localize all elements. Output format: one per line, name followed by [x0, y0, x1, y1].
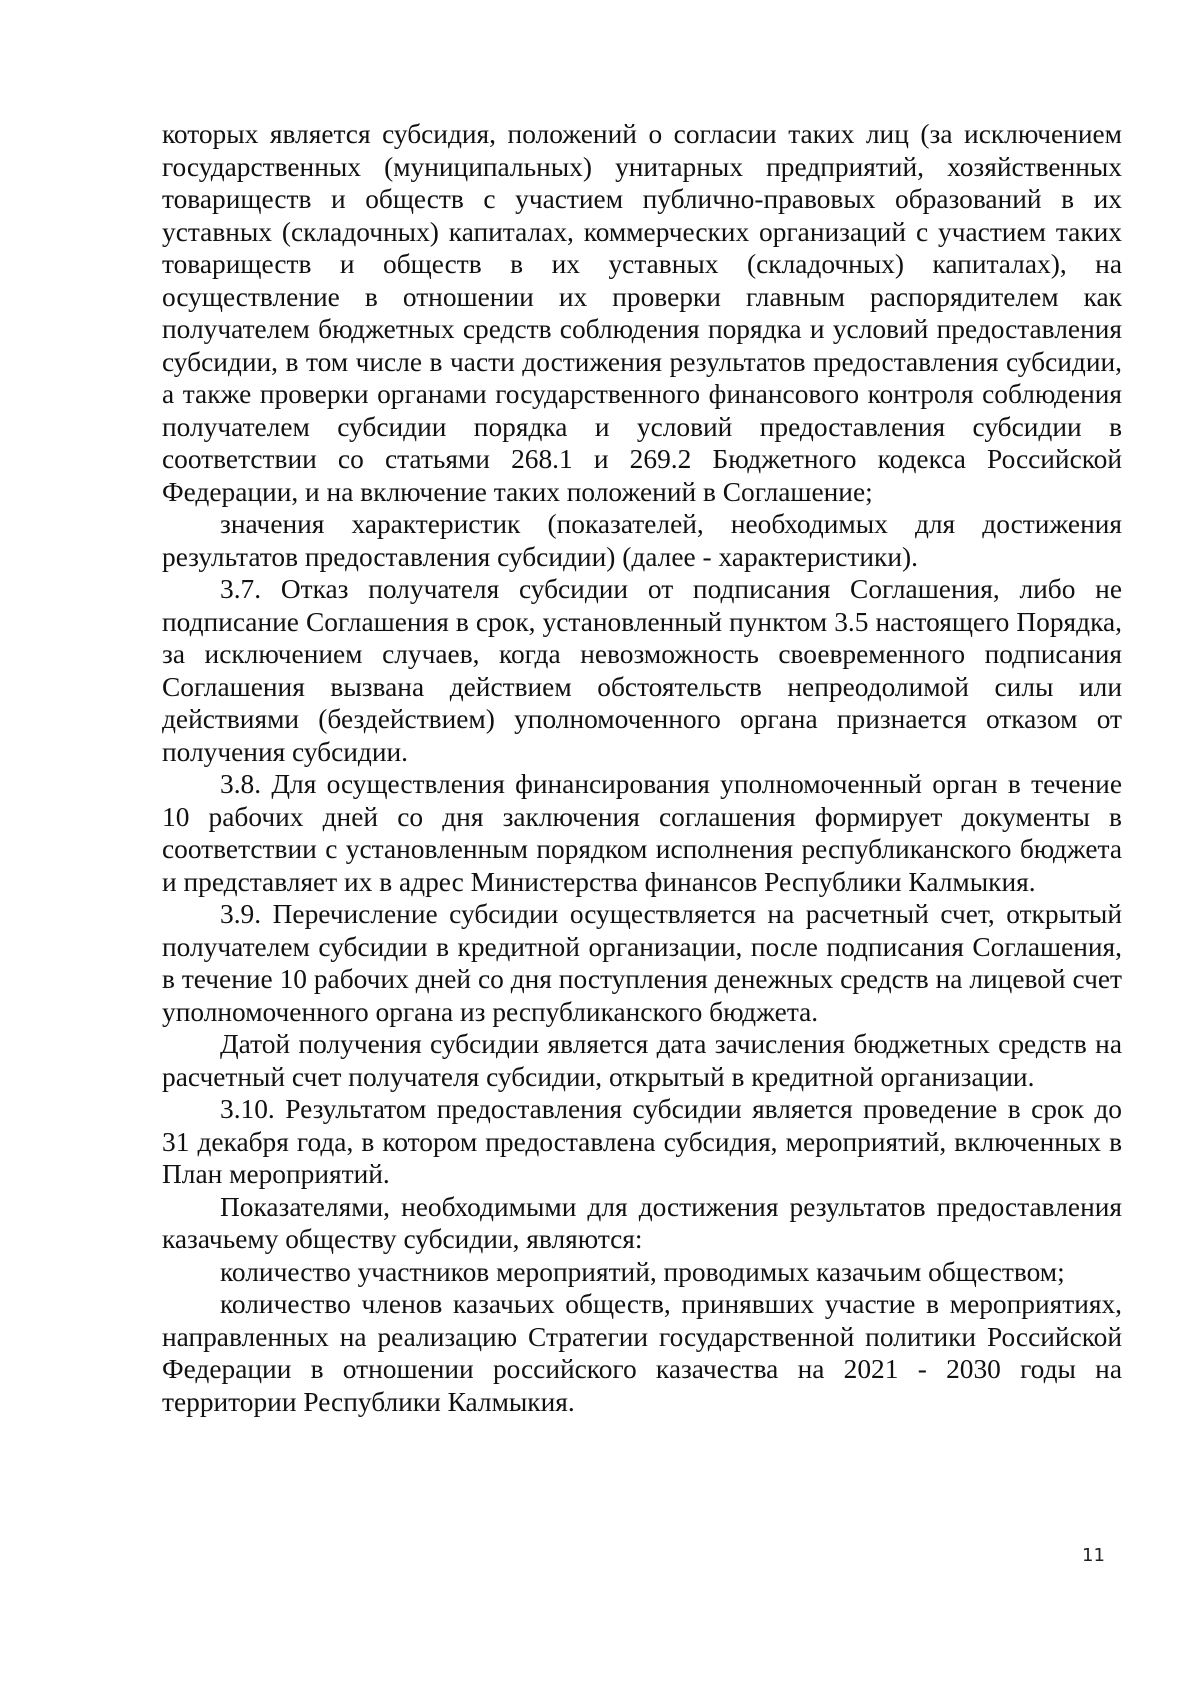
paragraph-characteristics: значения характеристик (показателей, необходимых для достижения результатов предоставления субсидии) (далее - характеристики).	[162, 509, 1122, 572]
document-body	[162, 118, 1122, 1418]
paragraph-members-count: количество членов казачьих обществ, принявших участие в мероприятиях, направленных на реализацию Стратегии государственной политики Российской Федерации в отношении российского казачества на 2021 - 2030 годы на территории Республики Калмыкия.	[162, 1289, 1122, 1417]
paragraph-participants-count: количество участников мероприятий, проводимых казачьим обществом;	[220, 1256, 1065, 1287]
paragraph-indicators: Показателями, необходимыми для достижения результатов предоставления казачьему обществу субсидии, являются:	[162, 1191, 1122, 1254]
paragraph-3-9: 3.9. Перечисление субсидии осуществляется на расчетный счет, открытый получателем субсидии в кредитной организации, после подписания Соглашения, в течение 10 рабочих дней со дня поступления денежных средств на лицевой счет уполномоченного органа из республиканского бюджета.	[162, 899, 1122, 1027]
paragraph-3-8: 3.8. Для осуществления финансирования уполномоченный орган в течение 10 рабочих дней со дня заключения соглашения формирует документы в соответствии с установленным порядком исполнения республиканского бюджета и представляет их в адрес Министерства финансов Республики Калмыкия.	[162, 769, 1122, 897]
paragraph-3-7: 3.7. Отказ получателя субсидии от подписания Соглашения, либо не подписание Соглашения в срок, установленный пунктом 3.5 настоящего Порядка, за исключением случаев, когда невозможность своевременного подписания Соглашения вызвана действием обстоятельств непреодолимой силы или действиями (бездействием) уполномоченного органа признается отказом от получения субсидии.	[162, 574, 1122, 767]
page-number: 11	[1082, 1545, 1105, 1566]
paragraph-3-10: 3.10. Результатом предоставления субсидии является проведение в срок до 31 декабря года, в котором предоставлена субсидия, мероприятий, включенных в План мероприятий.	[162, 1094, 1122, 1189]
paragraph-continuation: которых является субсидия, положений о согласии таких лиц (за исключением государственных (муниципальных) унитарных предприятий, хозяйственных товариществ и обществ с участием публично-правовых образований в их уставных (складочных) капиталах, коммерческих организаций с участием таких товариществ и обществ в их уставных (складочных) капиталах), на осуществление в отношении их проверки главным распорядителем как получателем бюджетных средств соблюдения порядка и условий предоставления субсидии, в том числе в части достижения результатов предоставления субсидии, а также проверки органами государственного финансового контроля соблюдения получателем субсидии порядка и условий предоставления субсидии в соответствии со статьями 268.1 и 269.2 Бюджетного кодекса Российской Федерации, и на включение таких положений в Соглашение;	[162, 119, 1122, 507]
paragraph-receipt-date: Датой получения субсидии является дата зачисления бюджетных средств на расчетный счет получателя субсидии, открытый в кредитной организации.	[162, 1029, 1122, 1092]
